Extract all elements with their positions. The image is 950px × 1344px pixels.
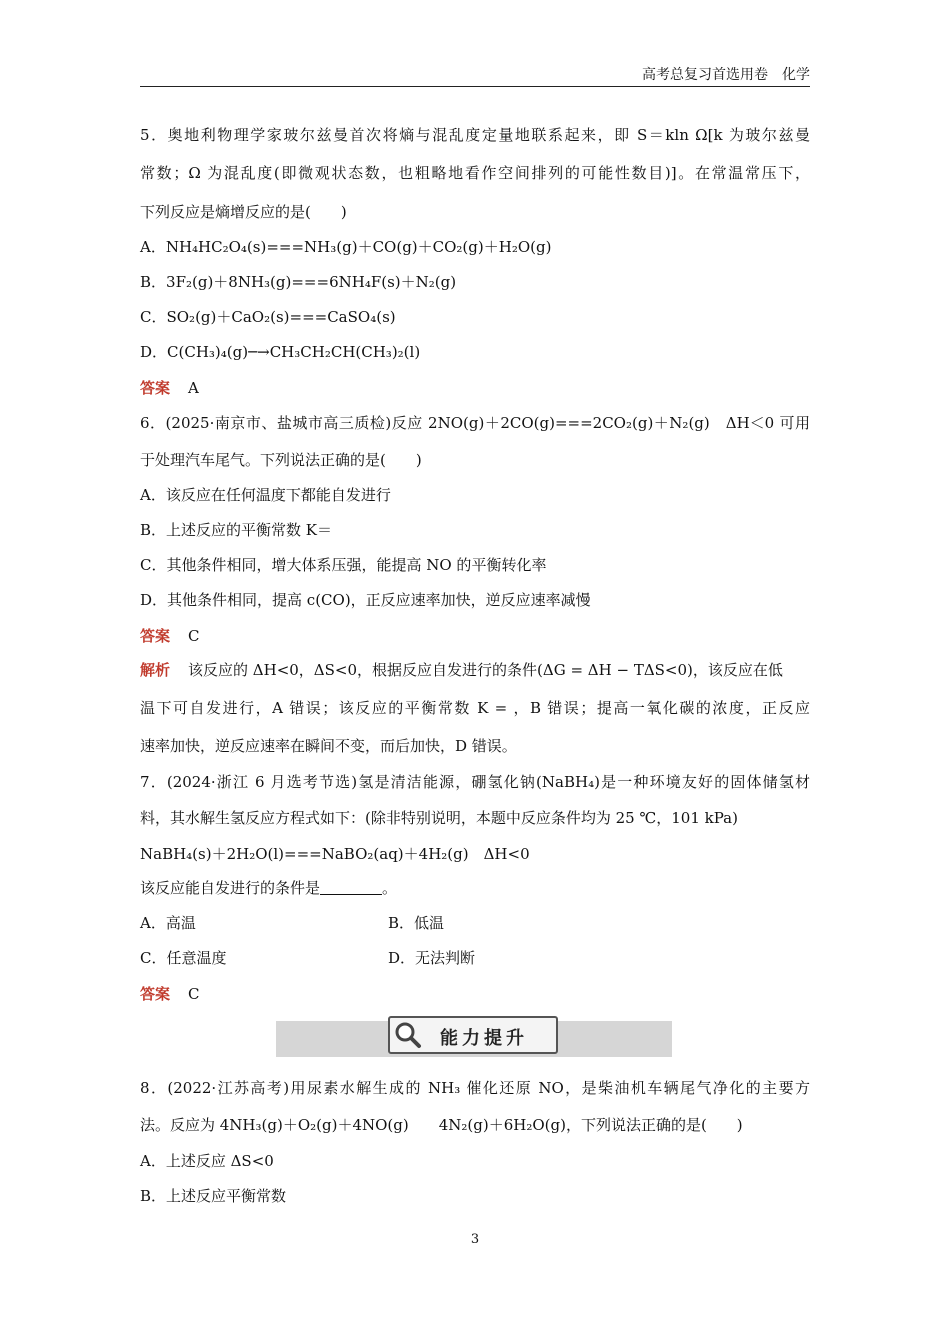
q6-analysis-line2: 温下可自发进行，A 错误；该反应的平衡常数 K = ，B 错误；提高一氧化碳的浓度，正反应	[140, 699, 810, 717]
q7-option-a: A．高温	[140, 914, 196, 932]
q6-option-c: C．其他条件相同，增大体系压强，能提高 NO 的平衡转化率	[140, 556, 547, 574]
header-title: 高考总复习首选用卷 化学	[642, 67, 810, 83]
q6-stem-line1: 6．(2025·南京市、盐城市高三质检)反应 2NO(g)＋2CO(g)===2CO₂(g)＋N₂(g) ΔH＜0 可用	[140, 414, 810, 432]
q7-answer-value: C	[188, 985, 200, 1003]
q7-fill-text: 该反应能自发进行的条件是	[140, 879, 321, 897]
q6-option-a: A．该反应在任何温度下都能自发进行	[140, 486, 391, 504]
q7-option-c: C．任意温度	[140, 949, 227, 967]
q8-option-a: A．上述反应 ΔS<0	[140, 1152, 274, 1170]
q5-answer-value: A	[188, 379, 199, 397]
q6-analysis-label: 解析	[140, 661, 171, 679]
section-banner-title: 能力提升	[440, 1028, 528, 1049]
q7-option-b: B．低温	[388, 914, 445, 932]
q7-stem-line2: 料，其水解生氢反应方程式如下：(除非特别说明，本题中反应条件均为 25 ℃，101 kPa)	[140, 809, 738, 827]
q5-option-c: C．SO₂(g)＋CaO₂(s)===CaSO₄(s)	[140, 308, 396, 326]
q7-equation: NaBH₄(s)＋2H₂O(l)===NaBO₂(aq)＋4H₂(g) ΔH<0	[140, 845, 530, 863]
q5-option-d: D．C(CH₃)₄(g)─→CH₃CH₂CH(CH₃)₂(l)	[140, 343, 421, 361]
magnifier-icon	[394, 1021, 422, 1049]
section-banner	[388, 1016, 558, 1054]
q7-stem-line1: 7．(2024·浙江 6 月选考节选)氢是清洁能源，硼氢化钠(NaBH₄)是一种环境友好的固体储氢材	[140, 773, 810, 791]
q5-option-b: B．3F₂(g)＋8NH₃(g)===6NH₄F(s)＋N₂(g)	[140, 273, 457, 291]
q7-option-d: D．无法判断	[388, 949, 476, 967]
q5-answer-label: 答案	[140, 379, 171, 397]
q7-fill-blank-line	[140, 877, 397, 899]
q5-stem-line1: 5．奥地利物理学家玻尔兹曼首次将熵与混乱度定量地联系起来，即 S＝kln Ω[k 为玻尔兹曼	[140, 126, 810, 144]
q5-option-a: A．NH₄HC₂O₄(s)===NH₃(g)＋CO(g)＋CO₂(g)＋H₂O(g)	[140, 238, 552, 256]
q6-answer-value: C	[188, 627, 200, 645]
q5-answer	[140, 377, 199, 399]
q6-stem-line2: 于处理汽车尾气。下列说法正确的是( )	[140, 451, 422, 469]
q7-answer-label: 答案	[140, 985, 171, 1003]
q6-option-d: D．其他条件相同，提高 c(CO)，正反应速率加快，逆反应速率减慢	[140, 591, 591, 609]
q7-fill-end: 。	[382, 879, 398, 897]
q8-option-b: B．上述反应平衡常数	[140, 1187, 287, 1205]
q5-stem-line2: 常数；Ω 为混乱度(即微观状态数，也粗略地看作空间排列的可能性数目)]。在常温常压下，	[140, 164, 810, 182]
q6-answer	[140, 625, 200, 647]
q8-stem-line2: 法。反应为 4NH₃(g)＋O₂(g)＋4NO(g) 4N₂(g)＋6H₂O(g)，下列说法正确的是( )	[140, 1116, 743, 1134]
q6-analysis-line1	[140, 659, 810, 681]
q6-answer-label: 答案	[140, 627, 171, 645]
header-rule	[140, 86, 810, 87]
q5-stem-line3: 下列反应是熵增反应的是( )	[140, 203, 347, 221]
page-number: 3	[470, 1232, 480, 1247]
q6-analysis-line3: 速率加快，逆反应速率在瞬间不变，而后加快，D 错误。	[140, 737, 517, 755]
q6-analysis-text1: 该反应的 ΔH<0，ΔS<0，根据反应自发进行的条件(ΔG = ΔH − TΔS<0)，该反应在低	[188, 661, 783, 679]
q7-answer	[140, 983, 200, 1005]
q6-option-b: B．上述反应的平衡常数 K＝	[140, 521, 332, 539]
q8-stem-line1: 8．(2022·江苏高考)用尿素水解生成的 NH₃ 催化还原 NO，是柴油机车辆尾气净化的主要方	[140, 1079, 810, 1097]
q7-answer-blank[interactable]	[320, 880, 382, 895]
